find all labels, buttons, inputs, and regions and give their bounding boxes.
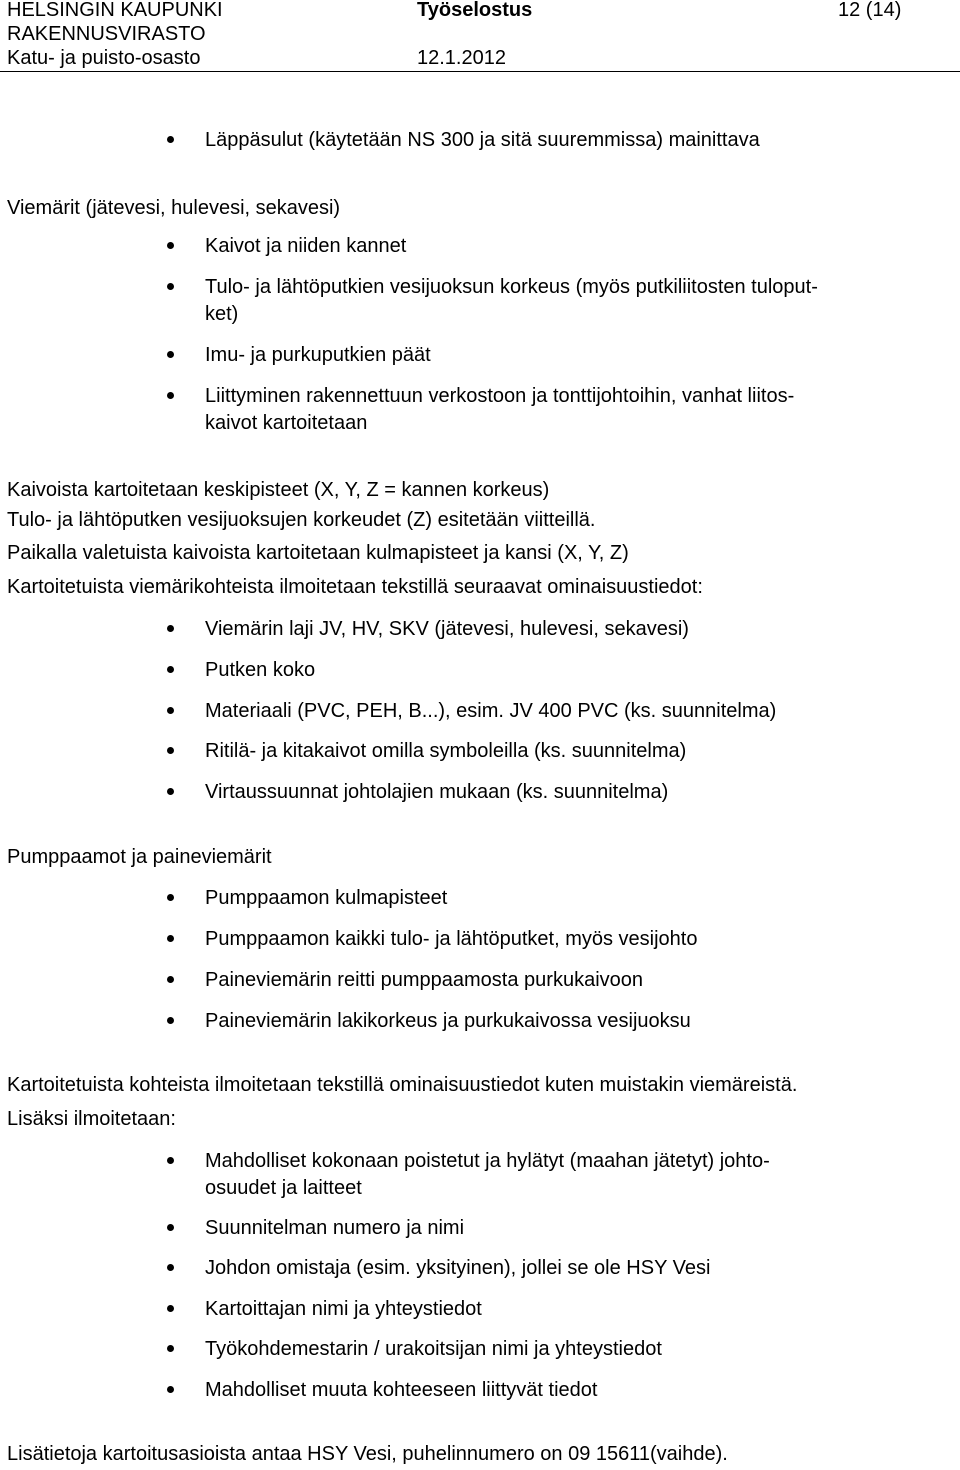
bullet-icon (167, 136, 174, 143)
header-division: Katu- ja puisto-osasto (7, 47, 201, 69)
bullet-icon (167, 935, 174, 942)
bullet-icon (167, 747, 174, 754)
bullet-icon (167, 894, 174, 901)
paragraph: Lisäksi ilmoitetaan: (7, 1108, 176, 1130)
bullet-icon (167, 351, 174, 358)
list-item: Ritilä- ja kitakaivot omilla symboleilla (ks. suunnitelma) (205, 740, 687, 762)
bullet-icon (167, 707, 174, 714)
list-item: Läppäsulut (käytetään NS 300 ja sitä suuremmissa) mainittava (205, 129, 760, 151)
list-item-continuation: ket) (205, 303, 239, 325)
bullet-icon (167, 1345, 174, 1352)
paragraph: Kaivoista kartoitetaan keskipisteet (X, Y, Z = kannen korkeus) (7, 479, 550, 501)
list-item: Kartoittajan nimi ja yhteystiedot (205, 1298, 482, 1320)
bullet-icon (167, 976, 174, 983)
header-date: 12.1.2012 (417, 47, 506, 69)
list-item: Materiaali (PVC, PEH, B...), esim. JV 400 PVC (ks. suunnitelma) (205, 700, 777, 722)
paragraph: Paikalla valetuista kaivoista kartoitetaan kulmapisteet ja kansi (X, Y, Z) (7, 542, 629, 564)
list-item-continuation: kaivot kartoitetaan (205, 412, 368, 434)
list-item: Viemärin laji JV, HV, SKV (jätevesi, hulevesi, sekavesi) (205, 618, 689, 640)
bullet-icon (167, 1386, 174, 1393)
list-item: Putken koko (205, 659, 316, 681)
bullet-icon (167, 283, 174, 290)
list-item: Pumppaamon kaikki tulo- ja lähtöputket, myös vesijohto (205, 928, 698, 950)
paragraph: Kartoitetuista viemärikohteista ilmoitetaan tekstillä seuraavat ominaisuustiedot: (7, 576, 703, 598)
list-item: Tulo- ja lähtöputkien vesijuoksun korkeus (myös putkiliitosten tuloput- (205, 276, 818, 298)
list-item: Johdon omistaja (esim. yksityinen), jollei se ole HSY Vesi (205, 1257, 711, 1279)
list-item: Liittyminen rakennettuun verkostoon ja tonttijohtoihin, vanhat liitos- (205, 385, 795, 407)
list-item: Kaivot ja niiden kannet (205, 235, 407, 257)
footer-note: Lisätietoja kartoitusasioista antaa HSY Vesi, puhelinnumero on 09 15611(vaihde). (7, 1443, 728, 1465)
bullet-icon (167, 1157, 174, 1164)
paragraph: Kartoitetuista kohteista ilmoitetaan tekstillä ominaisuustiedot kuten muistakin viemäreistä. (7, 1074, 798, 1096)
list-item: Virtaussuunnat johtolajien mukaan (ks. suunnitelma) (205, 781, 669, 803)
section-heading-sewers: Viemärit (jätevesi, hulevesi, sekavesi) (7, 197, 341, 219)
list-item: Paineviemärin reitti pumppaamosta purkukaivoon (205, 969, 644, 991)
list-item: Työkohdemestarin / urakoitsijan nimi ja yhteystiedot (205, 1338, 662, 1360)
header-department: RAKENNUSVIRASTO (7, 23, 206, 45)
bullet-icon (167, 666, 174, 673)
list-item-continuation: osuudet ja laitteet (205, 1177, 362, 1199)
bullet-icon (167, 625, 174, 632)
list-item: Pumppaamon kulmapisteet (205, 887, 448, 909)
list-item: Imu- ja purkuputkien päät (205, 344, 431, 366)
list-item: Mahdolliset muuta kohteeseen liittyvät tiedot (205, 1379, 598, 1401)
header-organization: HELSINGIN KAUPUNKI (7, 0, 223, 21)
header-page-number: 12 (14) (838, 0, 902, 21)
bullet-icon (167, 242, 174, 249)
header-document-type: Työselostus (417, 0, 533, 21)
bullet-icon (167, 1224, 174, 1231)
bullet-icon (167, 392, 174, 399)
bullet-icon (167, 1017, 174, 1024)
list-item: Mahdolliset kokonaan poistetut ja hylätyt (maahan jätetyt) johto- (205, 1150, 770, 1172)
list-item: Suunnitelman numero ja nimi (205, 1217, 465, 1239)
section-heading-pumping-stations: Pumppaamot ja paineviemärit (7, 846, 272, 868)
paragraph: Tulo- ja lähtöputken vesijuoksujen korkeudet (Z) esitetään viitteillä. (7, 509, 596, 531)
list-item: Paineviemärin lakikorkeus ja purkukaivossa vesijuoksu (205, 1010, 691, 1032)
bullet-icon (167, 1305, 174, 1312)
bullet-icon (167, 1264, 174, 1271)
bullet-icon (167, 788, 174, 795)
